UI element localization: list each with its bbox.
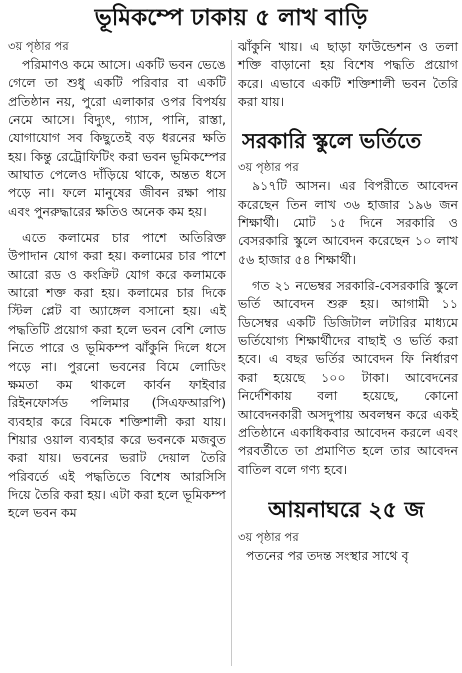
article2-continuation: ৩য় পৃষ্ঠার পর [238, 160, 299, 175]
article1-continuation: ৩য় পৃষ্ঠার পর [8, 39, 69, 53]
article3-continuation: ৩য় পৃষ্ঠার পর [238, 529, 299, 544]
article1-paragraph-2: এতে কলামের চার পাশে অতিরিক্ত উপাদান যোগ করা হয়। কলামের চার পাশে আরো রড ও কংক্রিট যোগ করে কলামকে আরো শক্ত করা হয়। কলামের চার দিকে স্টিল প্লেট বা অ্যাঙ্গেল বসানো হয়। এই পদ্ধতিটি প্রয়োগ করা হলে ভবন বেশি লোড নিতে পারে ও ভূমিকম্প ঝাঁকুনি দিলে ধসে পড়ে না। পুরনো ভবনের বিমে লোডিং ক্ষমতা কম থাকলে কার্বন ফাইবার রিইনফোর্সড পলিমার (সিএফআরপি) ব্যবহার করে বিমকে শক্তিশালী করা যায়। শিয়ার ওয়াল ব্যবহার করে ভবনকে মজবুত করা যায়। ভবনের ভরাট দেয়াল তৈরি পরিবর্তে এই পদ্ধতিতে বিশেষ আরসিসি দিয়ে তৈরি করা হয়। এটা করা হলে ভূমিকম্প হলে ভবন কম [8, 230, 226, 521]
right-column [238, 38, 458, 565]
article1-left-column [8, 38, 226, 523]
article2-paragraph-2: গত ২১ নভেম্বর সরকারি-বেসরকারি স্কুলে ভর্তি আবেদন শুরু হয়। আগামী ১১ ডিসেম্বর একটি ডিজিটাল লটারির মাধ্যমে ভর্তিযোগ্য শিক্ষার্থীদের বাছাই ও ভর্তি করা হবে। এ বছর ভর্তির আবেদন ফি নির্ধারণ করা হয়েছে ১০০ টাকা। আবেদনের নির্দেশিকায় বলা হয়েছে, কোনো আবেদনকারী অসদুপায় অবলম্বন করে একই প্রতিষ্ঠানে একাধিকবার আবেদন করলে এবং পরবর্তীতে তা প্রমাণিত হলে তার আবেদন বাতিল বলে গণ্য হবে। [238, 278, 458, 477]
column-divider [231, 40, 232, 666]
article1-headline: ভূমিকম্পে ঢাকায় ৫ লাখ বাড়ি [94, 5, 368, 31]
article2-paragraph-1: ৯১৭টি আসন। এর বিপরীতে আবেদন করেছেন তিন লাখ ৩৬ হাজার ১৯৬ জন শিক্ষার্থী। মোট ১৫ দিনে সরকারি ও বেসরকারি স্কুলে আবেদন করেছেন ১০ লাখ ৫৬ হাজার ৫৪ শিক্ষার্থী। [238, 178, 458, 267]
article1-paragraph-1: পরিমাণও কমে আসে। একটি ভবন ভেঙে গেলে তা শুধু একটি পরিবার বা একটি প্রতিষ্ঠান নয়, পুরো এলাকার ওপর বিপর্যয় নেমে আসে। বিদ্যুৎ, গ্যাস, পানি, রাস্তা, যোগাযোগ সব কিছুতেই বড় ধরনের ক্ষতি হয়। কিন্তু রেট্রোফিটিং করা ভবন ভূমিকম্পের আঘাত পেলেও দাঁড়িয়ে থাকে, অন্তত ধসে পড়ে না। ফলে মানুষের জীবন রক্ষা পায় এবং পুনরুদ্ধারের ক্ষতিও অনেক কম হয়। [8, 57, 226, 219]
article1-paragraph-3: ঝাঁকুনি খায়। এ ছাড়া ফাউন্ডেশন ও তলা শক্তি বাড়ানো হয় বিশেষ পদ্ধতি প্রয়োগ করে। এভাবে একটি শক্তিশালী ভবন তৈরি করা যায়। [238, 39, 458, 110]
article2-headline: সরকারি স্কুলে ভর্তিতে [242, 129, 422, 154]
article3-headline: আয়নাঘরে ২৫ জ [268, 497, 425, 523]
article3-first-line: পতনের পর তদন্ত সংস্থার সাথে বৃ [246, 547, 409, 563]
